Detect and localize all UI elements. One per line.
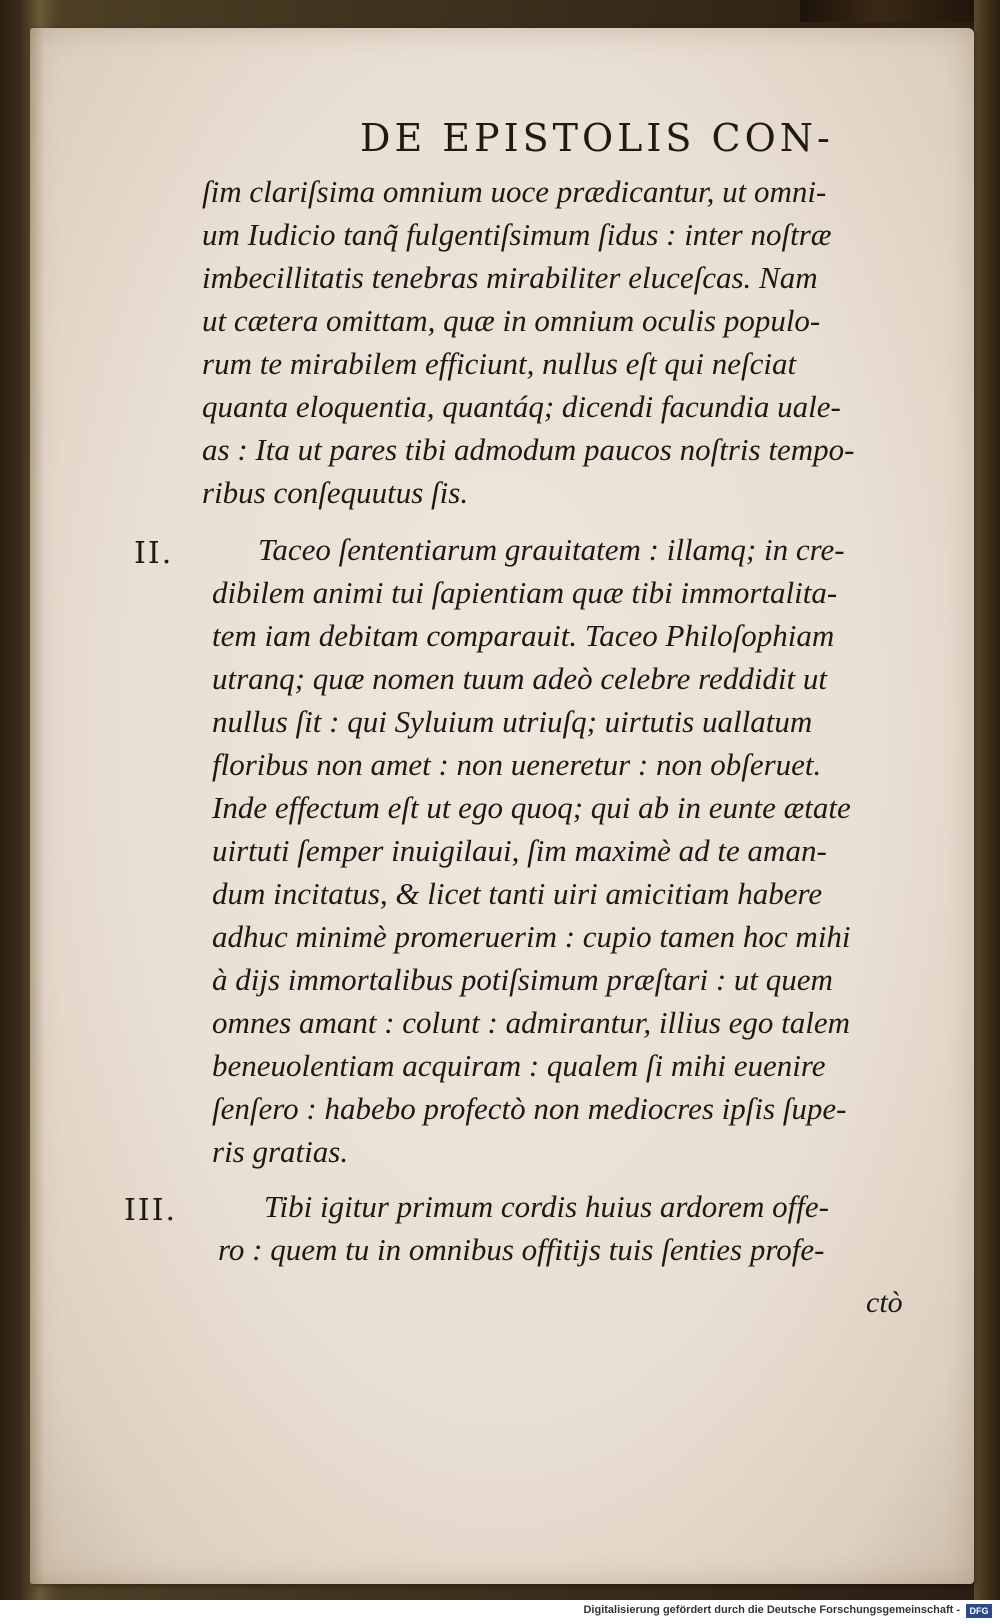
- section-marker-3: III.: [124, 1193, 178, 1228]
- footer-bar: [0, 1600, 1000, 1624]
- text-line: ſenſero : habebo profectò non mediocres ipſis ſupe-: [212, 1091, 847, 1126]
- binding-board-right: [974, 0, 1000, 1600]
- text-line: as : Ita ut pares tibi admodum paucos noſtris tempo-: [202, 432, 855, 467]
- binding-board-top: [800, 0, 1000, 22]
- text-line: ſim clariſsima omnium uoce prædicantur, ut omni-: [202, 174, 827, 209]
- dfg-logo-icon: DFG: [966, 1604, 992, 1618]
- text-line: quanta eloquentia, quantáq; dicendi facundia uale-: [202, 389, 841, 424]
- text-line: imbecillitatis tenebras mirabiliter eluceſcas. Nam: [202, 260, 818, 295]
- text-line: Taceo ſententiarum grauitatem : illamq; in cre-: [258, 532, 845, 567]
- text-line: ut cætera omittam, quæ in omnium oculis populo-: [202, 303, 821, 338]
- text-line: ribus conſequutus ſis.: [202, 475, 469, 510]
- text-line: ro : quem tu in omnibus offitijs tuis ſenties profe-: [218, 1232, 825, 1267]
- text-line: tem iam debitam comparauit. Taceo Philoſophiam: [212, 618, 835, 653]
- footer-credit: Digitalisierung gefördert durch die Deutsche Forschungsgemeinschaft -: [583, 1604, 960, 1616]
- text-line: rum te mirabilem efficiunt, nullus eſt qui neſciat: [202, 346, 797, 381]
- text-line: adhuc minimè promeruerim : cupio tamen hoc mihi: [212, 919, 851, 954]
- text-line: uirtuti ſemper inuigilaui, ſim maximè ad te aman-: [212, 833, 827, 868]
- text-block: [30, 28, 974, 1584]
- text-line: dum incitatus, & licet tanti uiri amicitiam habere: [212, 876, 823, 911]
- text-line: ris gratias.: [212, 1134, 349, 1169]
- text-line: Inde effectum eſt ut ego quoq; qui ab in eunte ætate: [212, 790, 851, 825]
- running-head: DE EPISTOLIS CON-: [360, 116, 834, 160]
- text-line: beneuolentiam acquiram : qualem ſi mihi euenire: [212, 1048, 826, 1083]
- section-marker-2: II.: [134, 536, 174, 571]
- text-line: floribus non amet : non ueneretur : non obſeruet.: [212, 747, 822, 782]
- text-line: Tibi igitur primum cordis huius ardorem offe-: [264, 1189, 829, 1224]
- text-line: um Iudicio tanq̃ fulgentiſsimum ſidus : inter noſtræ: [202, 217, 832, 252]
- catchword: ctò: [866, 1286, 903, 1319]
- book-page: [30, 28, 974, 1584]
- text-line: omnes amant : colunt : admirantur, illius ego talem: [212, 1005, 851, 1040]
- text-line: dibilem animi tui ſapientiam quæ tibi immortalita-: [212, 575, 838, 610]
- text-line: à dijs immortalibus potiſsimum præſtari : ut quem: [212, 962, 833, 997]
- text-line: utranq; quæ nomen tuum adeò celebre reddidit ut: [212, 661, 828, 696]
- text-line: nullus ſit : qui Syluium utriuſq; uirtutis uallatum: [212, 704, 813, 739]
